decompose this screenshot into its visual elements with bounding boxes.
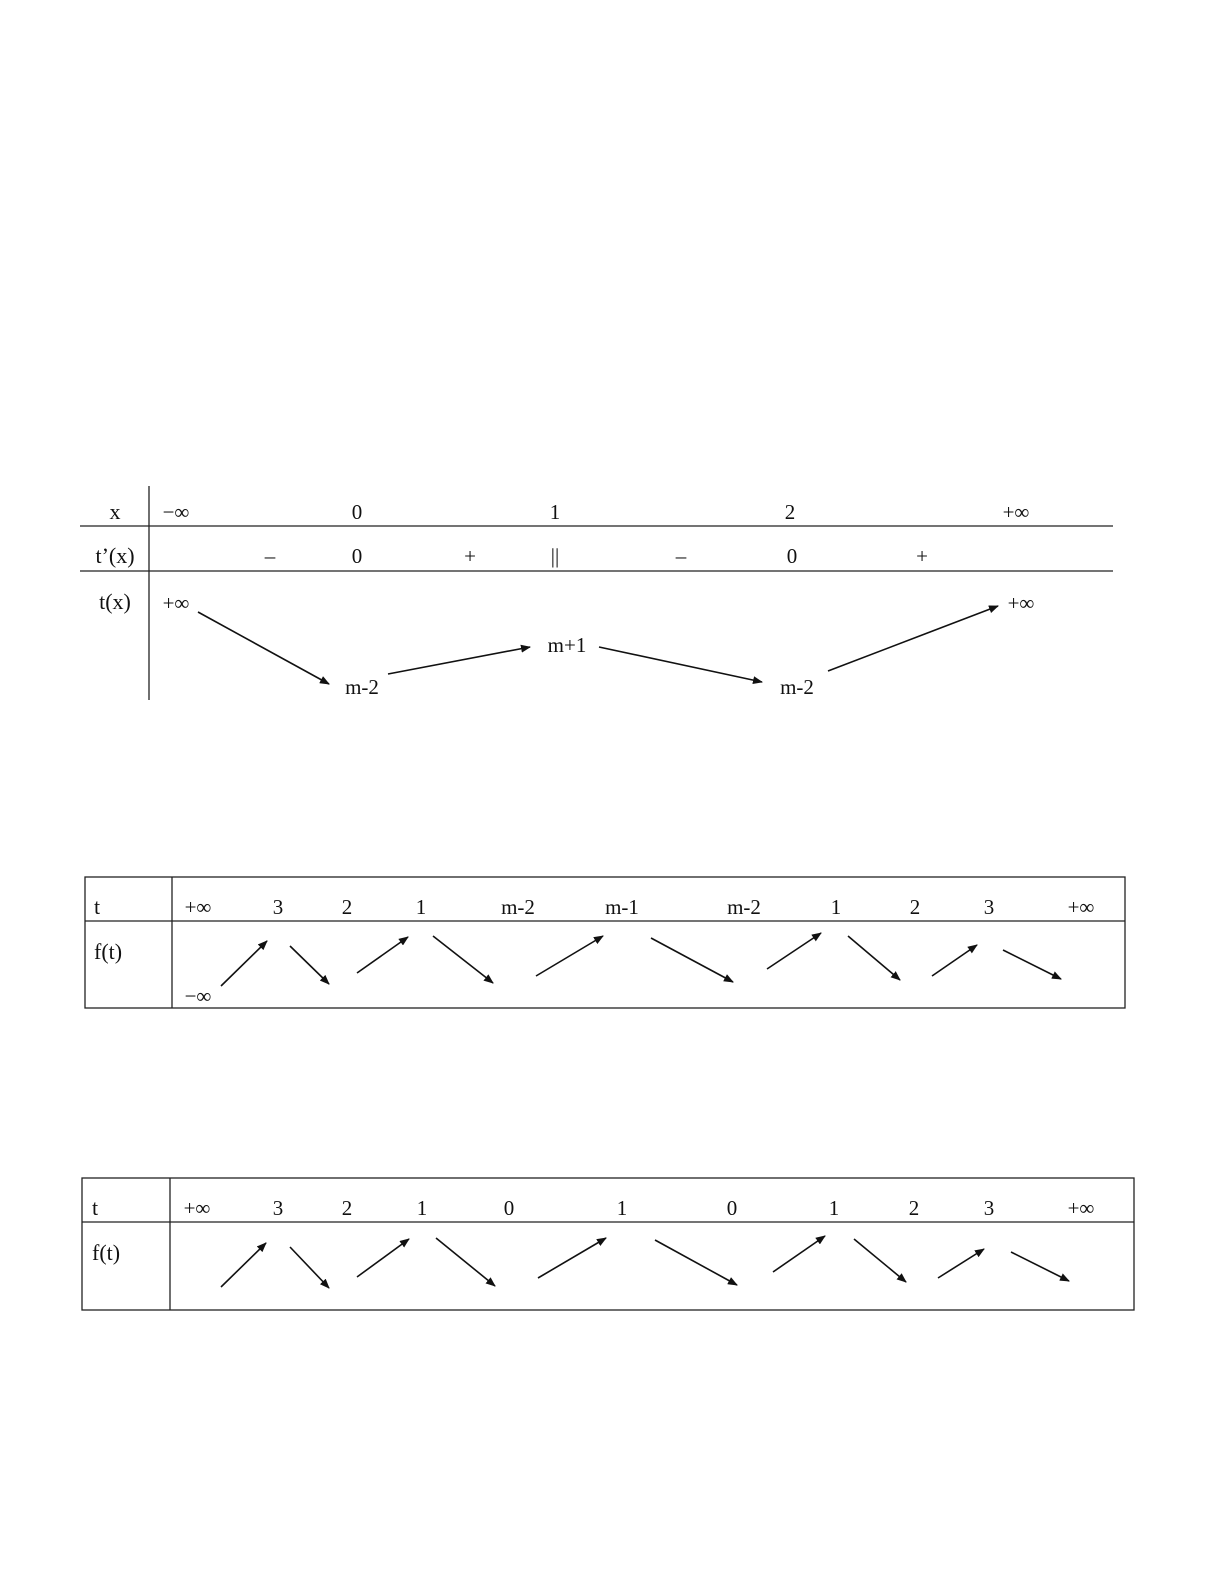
table1-sign: – [264,544,276,568]
table1-t-value: +∞ [1007,591,1035,615]
table3-t-value: 3 [272,1196,284,1220]
increasing-arrow [357,937,408,973]
table1-t-value: m-2 [345,675,379,699]
table2-t-value: m-2 [501,895,535,919]
table2-label-t: t [94,894,101,919]
table3-t-value: 3 [983,1196,995,1220]
increasing-arrow [536,936,603,976]
table1-label-x: x [109,499,121,524]
table1-sign: + [916,544,928,568]
increasing-arrow [773,1236,825,1272]
table1-sign: 0 [351,544,363,568]
increasing-arrow [767,933,821,969]
table2-t-value: 1 [415,895,427,919]
table2-t-value: +∞ [184,895,212,919]
table3-t-value: 2 [908,1196,920,1220]
table2-t-value: 2 [909,895,921,919]
decreasing-arrow [290,1247,329,1288]
variation-table-3 [82,1178,1134,1310]
decreasing-arrow [290,946,329,984]
increasing-arrow [938,1249,984,1278]
decreasing-arrow [651,938,733,982]
table1-label-derivative: t’(x) [95,543,135,568]
table3-t-value: 1 [616,1196,628,1220]
table3-t-value: +∞ [1067,1196,1095,1220]
table1-x-value: 0 [351,500,363,524]
table1-x-value: −∞ [162,500,190,524]
table2-t-value: 3 [272,895,284,919]
increasing-arrow [828,606,998,671]
table2-t-value: 3 [983,895,995,919]
table1-x-value: 2 [784,500,796,524]
decreasing-arrow [854,1239,906,1282]
decreasing-arrow [436,1238,495,1286]
decreasing-arrow [198,612,329,684]
table1-sign: – [675,544,687,568]
table2-t-value: 1 [830,895,842,919]
table1-x-value: +∞ [1002,500,1030,524]
table2-t-value: m-2 [727,895,761,919]
increasing-arrow [221,941,267,986]
table2-label-f: f(t) [94,939,123,964]
increasing-arrow [932,945,977,976]
decreasing-arrow [1003,950,1061,979]
table3-t-value: 0 [726,1196,738,1220]
decreasing-arrow [1011,1252,1069,1281]
table3-label-f: f(t) [92,1240,121,1265]
table2-t-value: +∞ [1067,895,1095,919]
decreasing-arrow [655,1240,737,1285]
table1-t-value: m-2 [780,675,814,699]
decreasing-arrow [433,936,493,983]
table1-t-value: m+1 [547,633,587,657]
table3-t-value: 1 [416,1196,428,1220]
table3-t-value: +∞ [183,1196,211,1220]
table3-t-value: 0 [503,1196,515,1220]
increasing-arrow [357,1239,409,1277]
table3-border [82,1178,1134,1310]
table2-f-value: −∞ [184,984,212,1008]
table1-sign: + [464,544,476,568]
table1-t-value: +∞ [162,591,190,615]
decreasing-arrow [848,936,900,980]
variation-table-2 [85,877,1125,1008]
increasing-arrow [538,1238,606,1278]
table1-sign: || [550,544,560,568]
table1-label-function: t(x) [99,589,131,614]
table1-x-value: 1 [549,500,561,524]
table2-t-value: m-1 [605,895,639,919]
variation-table-1 [80,486,1113,700]
table3-t-value: 2 [341,1196,353,1220]
table3-t-value: 1 [828,1196,840,1220]
table2-t-value: 2 [341,895,353,919]
increasing-arrow [221,1243,266,1287]
table1-sign: 0 [786,544,798,568]
decreasing-arrow [599,647,762,682]
table3-label-t: t [92,1195,99,1220]
increasing-arrow [388,647,530,674]
